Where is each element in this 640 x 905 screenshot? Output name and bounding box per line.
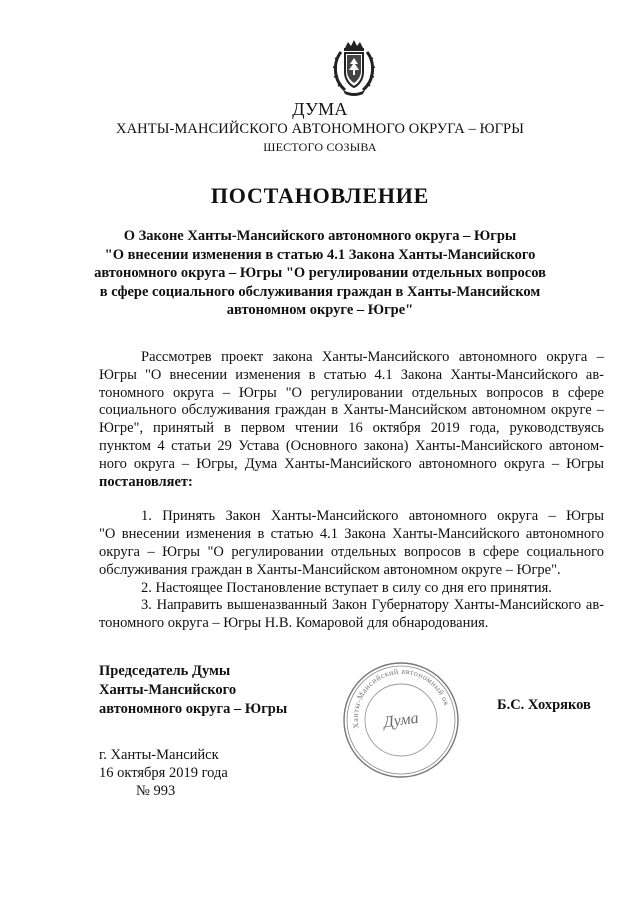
- preamble-line: социального обслуживания граждан в Ханты-Мансийском автономном округе –: [99, 402, 604, 419]
- preamble-line: Рассмотрев проект закона Ханты-Мансийского автономного округа –: [141, 349, 604, 365]
- organization-region: ХАНТЫ-МАНСИЙСКОГО АВТОНОМНОГО ОКРУГА – ЮГРЫ: [116, 121, 524, 137]
- signatory-name: Б.С. Хохряков: [497, 697, 591, 713]
- subject-line: автономного округа – Югры "О регулировании отдельных вопросов: [94, 265, 546, 281]
- convocation: ШЕСТОГО СОЗЫВА: [263, 140, 377, 154]
- date: 16 октября 2019 года: [99, 765, 228, 781]
- svg-text:Дума: Дума: [382, 709, 420, 732]
- resolves-word: постановляет:: [99, 473, 193, 490]
- organization-name: ДУМА: [292, 99, 348, 119]
- subject-line: О Законе Ханты-Мансийского автономного округа – Югры: [123, 228, 517, 244]
- position-line: Ханты-Мансийского: [99, 682, 237, 698]
- document-title: ПОСТАНОВЛЕНИЕ: [210, 183, 430, 208]
- subject-line: в сфере социального обслуживания граждан в Ханты-Мансийском: [99, 283, 541, 300]
- position-line: автономного округа – Югры: [99, 701, 288, 717]
- document-place-date: [99, 746, 228, 800]
- preamble-line: Югры "О внесении изменения в статью 4.1 Закона Ханты-Мансийского ав-: [99, 366, 604, 383]
- document-number: № 993: [136, 783, 176, 799]
- document-subject: [0, 227, 640, 320]
- item-1-line: 1. Принять Закон Ханты-Мансийского автономного округа – Югры: [141, 508, 604, 525]
- preamble-line: ного округа – Югры, Дума Ханты-Мансийского автономного округа – Югры: [99, 455, 604, 472]
- preamble-line: пунктом 4 статьи 29 Устава (Основного закона) Ханты-Мансийского автоном-: [99, 437, 604, 454]
- preamble-line: тономного округа – Югры "О регулировании отдельных вопросов в сфере: [99, 384, 604, 401]
- city: г. Ханты-Мансийск: [99, 747, 219, 763]
- subject-line: "О внесении изменения в статью 4.1 Закона Ханты-Мансийского: [104, 246, 536, 263]
- document-body: [99, 349, 604, 633]
- item-1-line: обслуживания граждан в Ханты-Мансийском автономном округе – Югре".: [99, 561, 561, 578]
- position-line: Председатель Думы: [99, 663, 231, 679]
- svg-text:Ханты-Мансийский автономный ок: Ханты-Мансийский автономный ок: [350, 666, 452, 730]
- item-3-line: 3. Направить вышеназванный Закон Губернатору Ханты-Мансийского ав-: [141, 597, 604, 614]
- subject-line: автономном округе – Югре": [226, 302, 414, 318]
- coat-of-arms-icon: [331, 40, 377, 96]
- signatory-position: [99, 662, 287, 719]
- item-2: 2. Настоящее Постановление вступает в силу со дня его принятия.: [141, 579, 552, 596]
- item-3-line: тономного округа – Югры Н.В. Комаровой для обнародования.: [99, 615, 489, 632]
- preamble-line: Югре", принятый в первом чтении 16 октября 2019 года, руководствуясь: [99, 420, 604, 437]
- item-1-line: округа – Югры "О регулировании отдельных вопросов в сфере социального: [99, 543, 604, 560]
- item-1-line: "О внесении изменения в статью 4.1 Закона Ханты-Мансийского автономного: [99, 526, 604, 543]
- official-seal-stamp: [341, 660, 461, 780]
